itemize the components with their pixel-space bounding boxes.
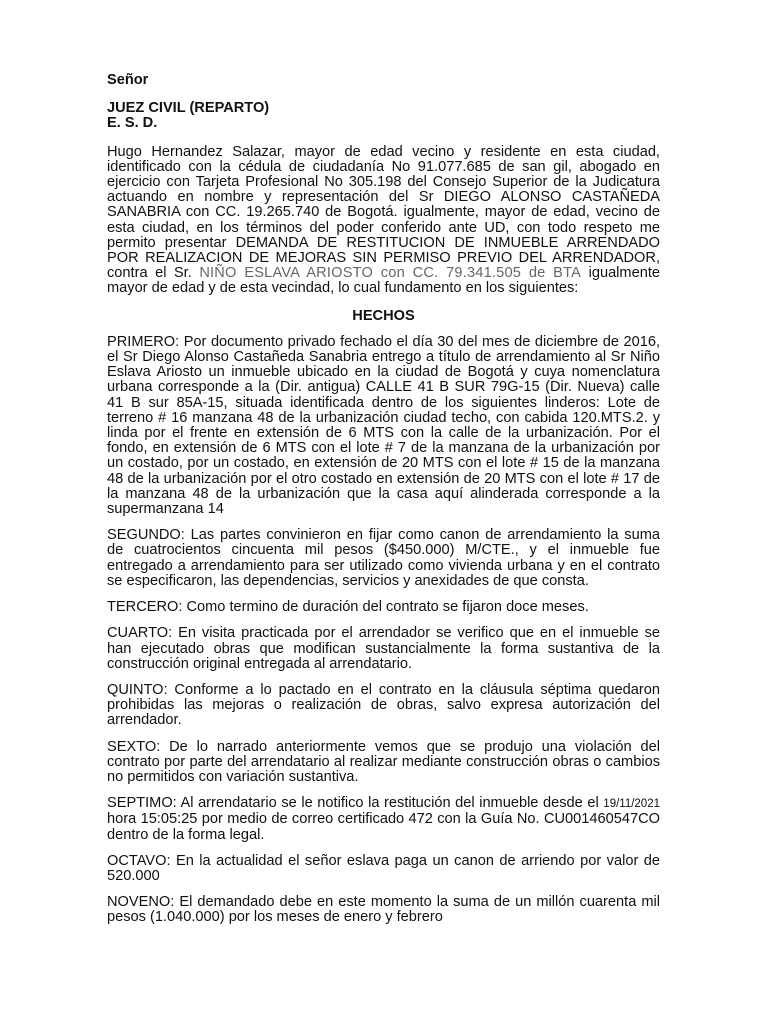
septimo-text-b: hora 15:05:25 por medio de correo certificado 472 con la Guía No. CU001460547CO dentro de la forma legal. <box>107 811 660 843</box>
hecho-quinto: QUINTO: Conforme a lo pactado en el contrato en la cláusula séptima quedaron prohibidas las mejoras o realización de obras, salvo expresa autorización del arrendador. <box>107 681 660 729</box>
defendant-name: NIÑO ESLAVA ARIOSTO con CC. 79.341.505 de BTA <box>199 265 582 282</box>
document-body <box>107 73 660 926</box>
esd-line: E. S. D. <box>107 115 158 132</box>
septimo-date: 19/11/2021 <box>603 798 660 811</box>
hecho-septimo <box>107 796 660 843</box>
intro-paragraph <box>107 145 660 297</box>
addressee: JUEZ CIVIL (REPARTO) <box>107 100 270 117</box>
septimo-text-a: SEPTIMO: Al arrendatario se le notifico la restitución del inmueble desde el <box>107 795 604 812</box>
hecho-tercero: TERCERO: Como termino de duración del contrato se fijaron doce meses. <box>107 599 589 616</box>
intro-text-b: igualmente mayor de edad y de esta vecindad, lo cual fundamento en los siguientes: <box>107 265 660 297</box>
addressee-block <box>107 101 660 131</box>
hecho-octavo: OCTAVO: En la actualidad el señor eslava paga un canon de arriendo por valor de 520.000 <box>107 852 660 884</box>
hecho-cuarto: CUARTO: En visita practicada por el arrendador se verifico que en el inmueble se han ejecutado obras que modifican sustancialmente la forma sustantiva de la construcción original entregada al arrendatario. <box>107 625 660 672</box>
salutation-senor: Señor <box>107 72 149 88</box>
hecho-sexto: SEXTO: De lo narrado anteriormente vemos que se produjo una violación del contrato por parte del arrendatario al realizar mediante construcción obras o cambios no permitidos con variación sustantiva. <box>107 738 660 785</box>
hecho-segundo: SEGUNDO: Las partes convinieron en fijar como canon de arrendamiento la suma de cuatrocientos cincuenta mil pesos ($450.000) M/CTE., y el inmueble fue entregado a arrendamiento para ser utilizado como vivienda urbana y en el contrato se especificaron, las dependencias, servicios y anexidades de que consta. <box>107 527 660 589</box>
hechos-heading: HECHOS <box>352 307 415 324</box>
hecho-noveno: NOVENO: El demandado debe en este momento la suma de un millón cuarenta mil pesos (1.040.000) por los meses de enero y febrero <box>107 894 660 926</box>
hecho-primero: PRIMERO: Por documento privado fechado el día 30 del mes de diciembre de 2016, el Sr Diego Alonso Castañeda Sanabria entrego a título de arrendamiento al Sr Niño Eslava Ariosto un inmueble ubicado en la ciudad de Bogotá y cuya nomenclatura urbana corresponde a la (Dir. antigua) CALLE 41 B SUR 79G-15 (Dir. Nueva) calle 41 B sur 85A-15, situada identificada dentro de los siguientes linderos: Lote de terreno # 16 manzana 48 de la urbanización ciudad techo, con cabida 120.MTS.2. y linda por el frente en extensión de 6 MTS con la calle de la urbanización. Por el fondo, en extensión de 6 MTS con el lote # 7 de la manzana de la urbanización por un costado, por un costado, en extensión de 20 MTS con el lote # 15 de la manzana 48 de la urbanización por el otro costado en extensión de 20 MTS con el lote # 17 de la manzana 48 de la urbanización que la casa aquí alinderada corresponde a la supermanzana 14 <box>107 333 660 518</box>
intro-text-a: Hugo Hernandez Salazar, mayor de edad vecino y residente en esta ciudad, identificado con la cédula de ciudadanía No 91.077.685 de san gil, abogado en ejercicio con Tarjeta Profesional No 305.198 del Consejo Superior de la Judicatura actuando en nombre y representación del Sr DIEGO ALONSO CASTAÑEDA SANABRIA con CC. 19.265.740 de Bogotá. igualmente, mayor de edad, vecino de esta ciudad, en los términos del poder conferido ante UD, con todo respeto me permito presentar DEMANDA DE RESTITUCION DE INMUEBLE ARRENDADO POR REALIZACION DE MEJORAS SIN PERMISO PREVIO DEL ARRENDADOR, contra el Sr. <box>107 143 660 282</box>
